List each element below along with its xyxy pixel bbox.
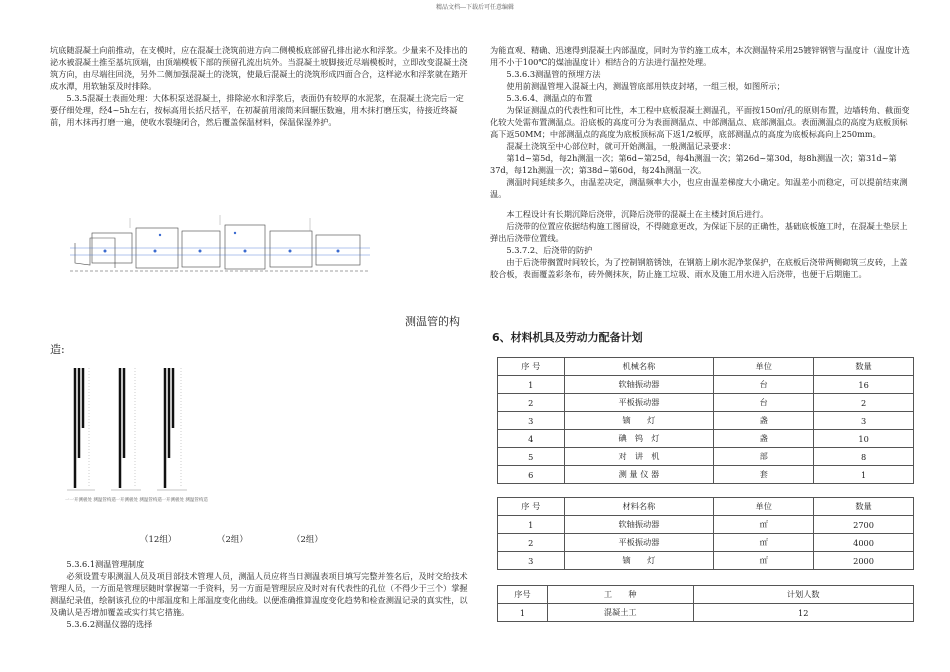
tube-label: 一一开测板处 测温管构造: [111, 498, 162, 503]
table-row: [498, 552, 914, 570]
paragraph: 5.3.6.2测温仪器的选择: [66, 619, 153, 629]
table-header-row: [498, 498, 914, 516]
table-cell: ㎡: [714, 552, 814, 570]
group-label: （12组）: [140, 535, 177, 545]
table-header: 数量: [814, 358, 914, 376]
table-header: 单位: [714, 358, 814, 376]
table-cell: 平板振动器: [564, 394, 714, 412]
table-cell: 软轴振动器: [564, 376, 714, 394]
tube-label: 一一开测板处 测温管构造: [65, 498, 116, 503]
table-cell: 台: [714, 394, 814, 412]
table-header-row: [498, 358, 914, 376]
table-header: 数量: [814, 498, 914, 516]
left-column: [50, 44, 470, 128]
table-cell: 混凝土工: [547, 604, 693, 622]
table-cell: 2: [498, 534, 565, 552]
table-cell: ㎡: [714, 534, 814, 552]
paragraph: 测温时间延续多久，由温差决定，测温频率大小，也应由温差梯度大小确定。知温差小而稳定，可以提前结束测温。: [490, 177, 908, 199]
table-header: 材料名称: [564, 498, 714, 516]
table-cell: 测 量 仪 器: [564, 466, 714, 484]
paragraph: 使用前测温管埋入混凝土内，测温管底部用铁皮封堵，一组三根，如图所示；: [506, 81, 785, 91]
table-cell: 盏: [714, 430, 814, 448]
table-cell: 套: [714, 466, 814, 484]
tube-label: 一一开测板处 测温管构造: [157, 498, 208, 503]
table-header-row: [498, 586, 914, 604]
table-header: 序号: [498, 586, 548, 604]
paragraph: 第1d~第5d，每2h测温一次；第6d~第25d，每4h测温一次；第26d~第30d，每8h测温一次；第31d~第37d，每12h测温一次；第38d~第60d，每24h测温一次。: [490, 153, 897, 175]
table-header: 单位: [714, 498, 814, 516]
left-lower-text: [50, 558, 470, 630]
table-cell: 5: [498, 448, 565, 466]
paragraph: 为能直观、精确、迅速得到混凝土内部温度，同时为节约施工成本，本次测温特采用25镀锌钢管与温度计（温度计选用不小于100℃的煤油温度计）相结合的方法进行温控处理。: [490, 45, 910, 67]
table-cell: 16: [814, 376, 914, 394]
machinery-table: [497, 357, 914, 484]
table-cell: 8: [814, 448, 914, 466]
section-title: 6、材料机具及劳动力配备计划: [492, 331, 643, 344]
table-cell: 1: [498, 516, 565, 534]
group-label: （2组）: [292, 535, 323, 545]
temperature-tube-diagram: [65, 358, 305, 528]
table-cell: 6: [498, 466, 565, 484]
table-row: [498, 448, 914, 466]
paragraph: 后浇带的位置应依据结构施工图留设，不得随意更改，为保证下层的正确性，基础底板施工时，在混凝土垫层上弹出后浇带位置线。: [490, 221, 908, 243]
table-cell: 2: [814, 394, 914, 412]
figure-caption: 测温管的构: [405, 315, 460, 328]
table-cell: 镝 灯: [564, 412, 714, 430]
table-cell: 10: [814, 430, 914, 448]
table-cell: 4000: [814, 534, 914, 552]
paragraph: 5.3.7.2、后浇带的防护: [506, 245, 593, 255]
table-header: 计划人数: [693, 586, 914, 604]
table-cell: 2000: [814, 552, 914, 570]
page-header: 精品文档---下载后可任意编辑: [435, 4, 515, 11]
materials-table: [497, 497, 914, 570]
table-cell: 碘 钨 灯: [564, 430, 714, 448]
table-cell: 台: [714, 376, 814, 394]
table-header: 机械名称: [564, 358, 714, 376]
table-cell: 盏: [714, 412, 814, 430]
paragraph: 5.3.6.3测温管的预埋方法: [506, 69, 601, 79]
table-cell: 2: [498, 394, 565, 412]
table-row: [498, 604, 914, 622]
table-row: [498, 394, 914, 412]
table-cell: 3: [498, 552, 565, 570]
table-cell: 4: [498, 430, 565, 448]
table-cell: 部: [714, 448, 814, 466]
paragraph: 5.3.5混凝土表面处理：大体积泵送混凝土，排除泌水和浮浆后，表面仍有较厚的水泥浆，在混凝土浇完后一定要仔细处理，经4~5h左右，按标高用长括尺括平，在初凝前用滚筒来回辗压数遍，用木抹打磨压实，待接近终凝前，用木抹再打磨一遍，使收水裂缝闭合，然后覆盖保温材料，保温保湿养护。: [50, 93, 464, 127]
table-cell: 软轴振动器: [564, 516, 714, 534]
table-cell: 1: [498, 604, 548, 622]
table-row: [498, 376, 914, 394]
table-header: 工 种: [547, 586, 693, 604]
paragraph: 坑底随混凝土向前推动，在支模时，应在混凝土浇筑前进方向二侧模板底部留孔排出泌水和浮浆。少量来不及排出的泌水被混凝土推至基坑顶端，由顶端模板下部的预留孔流出坑外。当混凝土坡脚接近尽端模板时，立即改变混凝土浇筑方向，由尽端往回浇，另外二侧加强混凝土的浇筑，使最后混凝土的浇筑形成四面合合，这样泌水和浮浆就在踏开成水潭，用软轴泵及时排除。: [50, 45, 468, 91]
labor-table: [497, 585, 914, 622]
paragraph: 5.3.6.1测温管理制度: [66, 559, 145, 569]
table-cell: 2700: [814, 516, 914, 534]
table-cell: 12: [693, 604, 914, 622]
table-row: [498, 516, 914, 534]
table-cell: 对 讲 机: [564, 448, 714, 466]
table-cell: 3: [814, 412, 914, 430]
table-cell: 1: [498, 376, 565, 394]
paragraph: 由于后浇带搁置时间较长，为了控制钢筋锈蚀，在钢筋上刷水泥净浆保护，在底板后浇带两侧砌筑三皮砖，上盖胶合板，表面覆盖彩条布，砖外侧抹灰，防止施工垃圾、雨水及施工用水进入后浇带，也便于后期施工。: [490, 257, 908, 279]
site-plan-diagram: [70, 213, 375, 293]
right-column: [490, 44, 915, 280]
table-row: [498, 534, 914, 552]
table-cell: 1: [814, 466, 914, 484]
table-cell: ㎡: [714, 516, 814, 534]
figure-caption-cont: 造:: [50, 343, 65, 356]
table-header: 序 号: [498, 498, 565, 516]
table-header: 序 号: [498, 358, 565, 376]
paragraph: 本工程设计有长期沉降后浇带，沉降后浇带的混凝土在主楼封顶后进行。: [506, 209, 769, 219]
paragraph: 混凝土浇筑至中心部位时，就可开始测温，一般测温记录要求：: [506, 141, 736, 151]
table-cell: 镝 灯: [564, 552, 714, 570]
paragraph: 为保证测温点的代表性和可比性，本工程中底板混凝土测温孔，平面按150㎡/孔的原则布置，边墙转角、截面变化较大处需布置测温点。沿底板的高度可分为表面测温点、中部测温点、底部测温点。表面测温点的高度为底板顶标高下返50MM；中部测温点的高度为底板顶标高下返1/2板厚，底部测温点的高度为底板标高向上250mm。: [490, 105, 910, 139]
table-row: [498, 412, 914, 430]
table-cell: 3: [498, 412, 565, 430]
paragraph: 必须设置专职测温人员及项目部技术管理人员，测温人员应将当日测温表项目填写完整并签名后，及时交给技术管理人员，一方面是管理层随时掌握第一手资料，另一方面是管理层应及时对有代表性的孔位（不得少于三个）掌握测温纪录值，绘制该孔位的中部温度和上部温度变化曲线。以便准确推算温度变化趋势和检查测温记录的真实性，以及确认是否增加覆盖或实行其它措施。: [50, 571, 468, 617]
group-label: （2组）: [217, 535, 248, 545]
table-row: [498, 430, 914, 448]
paragraph: 5.3.6.4、测温点的布置: [506, 93, 593, 103]
table-row: [498, 466, 914, 484]
table-cell: 平板振动器: [564, 534, 714, 552]
